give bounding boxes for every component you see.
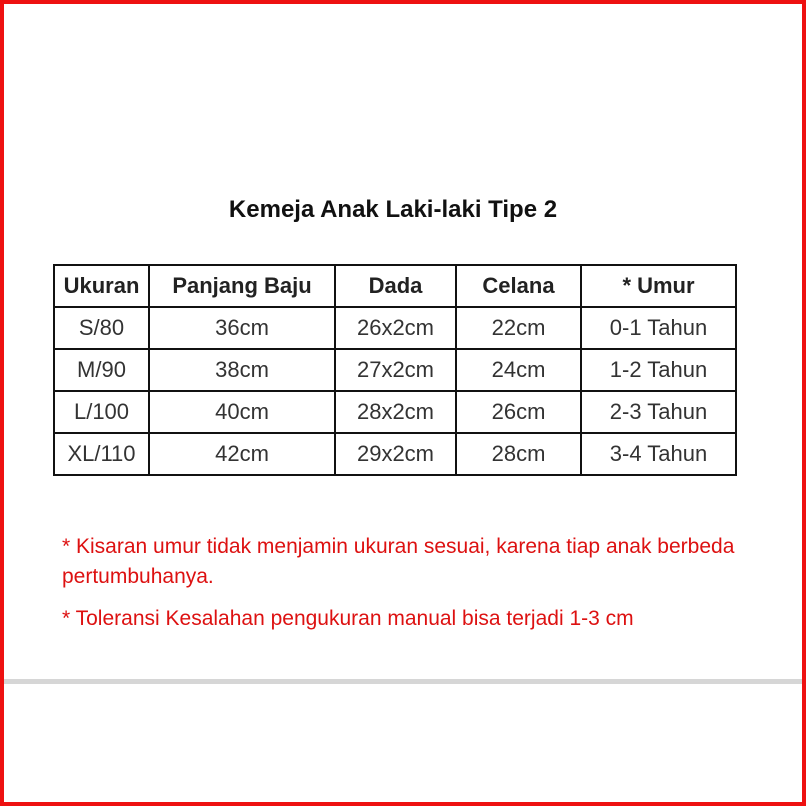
- cell-dada: 27x2cm: [335, 349, 456, 391]
- cell-dada: 26x2cm: [335, 307, 456, 349]
- cell-umur: 3-4 Tahun: [581, 433, 736, 475]
- cell-umur: 2-3 Tahun: [581, 391, 736, 433]
- note-measurement-tolerance: * Toleransi Kesalahan pengukuran manual bisa terjadi 1-3 cm: [62, 607, 634, 630]
- cell-dada: 29x2cm: [335, 433, 456, 475]
- note-age-disclaimer: * Kisaran umur tidak menjamin ukuran sesuai, karena tiap anak berbeda pertumbuhanya.: [62, 535, 735, 588]
- cell-panjang-baju: 38cm: [149, 349, 335, 391]
- header-dada: Dada: [335, 265, 456, 307]
- cell-panjang-baju: 36cm: [149, 307, 335, 349]
- cell-panjang-baju: 42cm: [149, 433, 335, 475]
- cell-ukuran: M/90: [54, 349, 149, 391]
- cell-dada: 28x2cm: [335, 391, 456, 433]
- cell-umur: 1-2 Tahun: [581, 349, 736, 391]
- cell-panjang-baju: 40cm: [149, 391, 335, 433]
- cell-ukuran: XL/110: [54, 433, 149, 475]
- table-header-row: [54, 265, 736, 307]
- header-ukuran: Ukuran: [54, 265, 149, 307]
- cell-celana: 22cm: [456, 307, 581, 349]
- header-panjang-baju: Panjang Baju: [149, 265, 335, 307]
- cell-ukuran: S/80: [54, 307, 149, 349]
- cell-celana: 24cm: [456, 349, 581, 391]
- header-celana: Celana: [456, 265, 581, 307]
- table-row: [54, 391, 736, 433]
- table-row: [54, 433, 736, 475]
- cell-celana: 28cm: [456, 433, 581, 475]
- cell-umur: 0-1 Tahun: [581, 307, 736, 349]
- size-chart-table: [53, 264, 737, 476]
- page-title: Kemeja Anak Laki-laki Tipe 2: [228, 196, 558, 223]
- cell-celana: 26cm: [456, 391, 581, 433]
- header-umur: * Umur: [581, 265, 736, 307]
- table-row: [54, 349, 736, 391]
- divider: [4, 679, 802, 684]
- table-row: [54, 307, 736, 349]
- cell-ukuran: L/100: [54, 391, 149, 433]
